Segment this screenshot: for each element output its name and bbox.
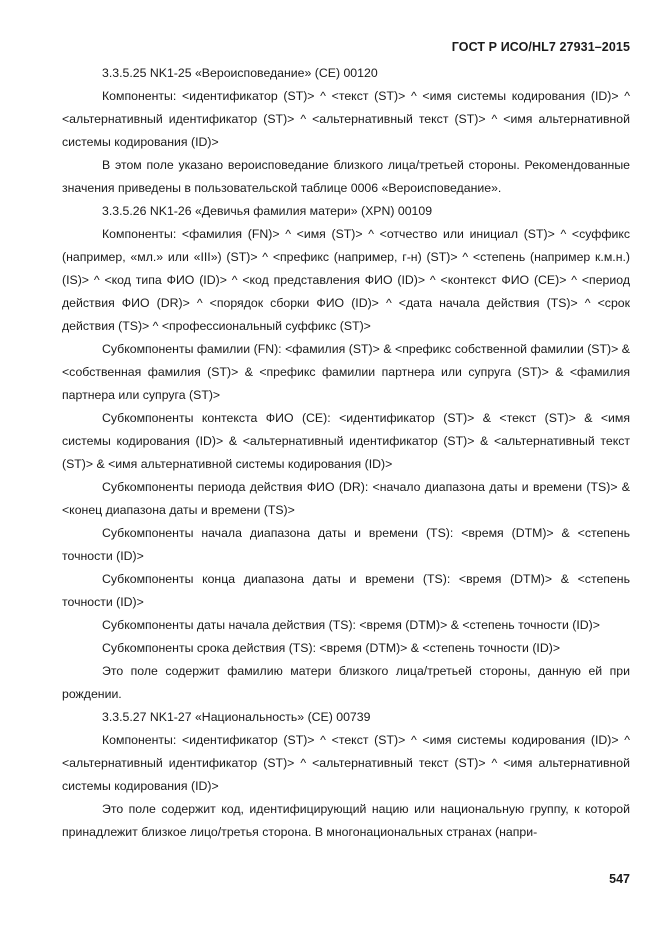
section-heading: 3.3.5.27 NK1-27 «Национальность» (CE) 00739 <box>102 710 371 724</box>
paragraph: Субкомпоненты периода действия ФИО (DR): <начало диапазона даты и времени (TS)> & <конец диапазона даты и времени (TS)> <box>62 480 630 517</box>
paragraph: Субкомпоненты конца диапазона даты и времени (TS): <время (DTM)> & <степень точности (ID)> <box>62 572 630 609</box>
paragraph: Субкомпоненты срока действия (TS): <время (DTM)> & <степень точности (ID)> <box>102 641 561 655</box>
paragraph: Субкомпоненты начала диапазона даты и времени (TS): <время (DTM)> & <степень точности (ID)> <box>62 526 630 563</box>
paragraph: Субкомпоненты фамилии (FN): <фамилия (ST)> & <префикс собственной фамилии (ST)> & <собственная фамилия (ST)> & <префикс фамилии партнера или супруга (ST)> & <фамилия партнера или супруга (ST)> <box>62 342 630 402</box>
paragraph: Субкомпоненты даты начала действия (TS): <время (DTM)> & <степень точности (ID)> <box>102 618 600 632</box>
page-number: 547 <box>609 872 630 886</box>
paragraph: Субкомпоненты контекста ФИО (CE): <идентификатор (ST)> & <текст (ST)> & <имя системы кодирования (ID)> & <альтернативный идентификатор (ST)> & <альтернативный текст (ST)> & <имя альтернативной системы кодирования (ID)> <box>62 411 630 471</box>
paragraph: Компоненты: <фамилия (FN)> ^ <имя (ST)> ^ <отчество или инициал (ST)> ^ <суффикс (например, «мл.» или «III») (ST)> ^ <префикс (например, г-н) (ST)> ^ <степень (например к.м.н.) (IS)> ^ <код типа ФИО (ID)> ^ <код представления ФИО (ID)> ^ <контекст ФИО (CE)> ^ <период действия ФИО (DR)> ^ <порядок сборки ФИО (ID)> ^ <дата начала действия (TS)> ^ <срок действия (TS)> ^ <профессиональный суффикс (ST)> <box>62 227 630 333</box>
document-body <box>62 62 630 844</box>
paragraph: Компоненты: <идентификатор (ST)> ^ <текст (ST)> ^ <имя системы кодирования (ID)> ^ <альтернативный идентификатор (ST)> ^ <альтернативный текст (ST)> ^ <имя альтернативной системы кодирования (ID)> <box>62 733 630 793</box>
document-header: ГОСТ Р ИСО/HL7 27931–2015 <box>451 40 630 54</box>
paragraph: Это поле содержит фамилию матери близкого лица/третьей стороны, данную ей при рождении. <box>62 664 630 701</box>
paragraph: В этом поле указано вероисповедание близкого лица/третьей стороны. Рекомендованные значения приведены в пользовательской таблице 0006 «Вероисповедание». <box>62 158 630 195</box>
section-heading: 3.3.5.26 NK1-26 «Девичья фамилия матери» (XPN) 00109 <box>102 204 433 218</box>
paragraph: Компоненты: <идентификатор (ST)> ^ <текст (ST)> ^ <имя системы кодирования (ID)> ^ <альтернативный идентификатор (ST)> ^ <альтернативный текст (ST)> ^ <имя альтернативной системы кодирования (ID)> <box>62 89 630 149</box>
paragraph: Это поле содержит код, идентифицирующий нацию или национальную группу, к которой принадлежит близкое лицо/третья сторона. В многонациональных странах (напри- <box>62 802 630 839</box>
section-heading: 3.3.5.25 NK1-25 «Вероисповедание» (CE) 00120 <box>102 66 378 80</box>
